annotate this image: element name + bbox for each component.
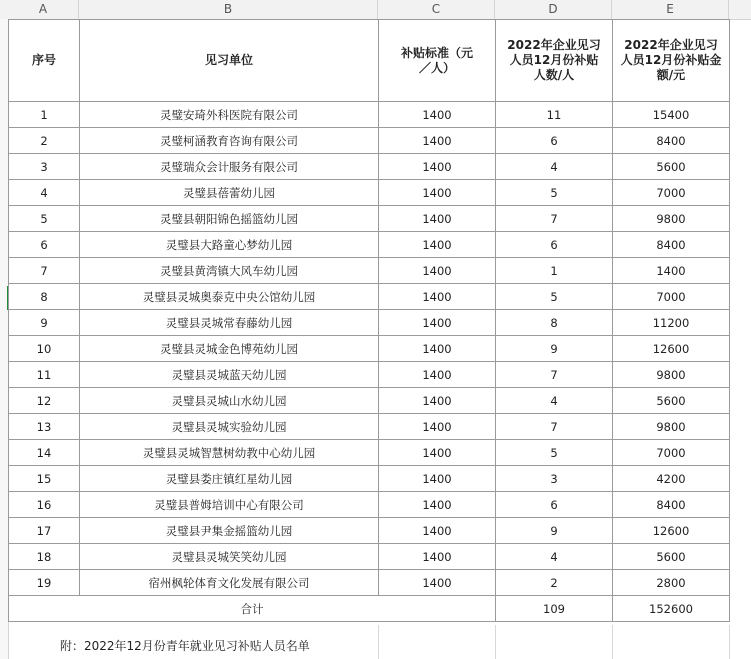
column-header-a[interactable]: A — [8, 0, 79, 19]
cell-unit[interactable]: 灵璧县灵城实验幼儿园 — [80, 414, 379, 440]
cell-count[interactable]: 6 — [496, 492, 613, 518]
cell-standard[interactable]: 1400 — [379, 466, 496, 492]
cell-count[interactable]: 3 — [496, 466, 613, 492]
table-row — [9, 310, 730, 336]
gridline — [612, 625, 613, 659]
cell-standard[interactable]: 1400 — [379, 310, 496, 336]
cell-count[interactable]: 8 — [496, 310, 613, 336]
cell-amount[interactable]: 7000 — [613, 180, 730, 206]
cell-count[interactable]: 9 — [496, 518, 613, 544]
cell-count[interactable]: 6 — [496, 232, 613, 258]
cell-seq[interactable]: 5 — [9, 206, 80, 232]
cell-amount[interactable]: 4200 — [613, 466, 730, 492]
column-header-b[interactable]: B — [79, 0, 378, 19]
cell-standard[interactable]: 1400 — [379, 284, 496, 310]
total-amount[interactable]: 152600 — [613, 596, 730, 622]
header-unit[interactable]: 见习单位 — [80, 20, 379, 102]
cell-standard[interactable]: 1400 — [379, 492, 496, 518]
cell-seq[interactable]: 7 — [9, 258, 80, 284]
table-row — [9, 440, 730, 466]
table-row — [9, 128, 730, 154]
table-row — [9, 232, 730, 258]
table-row — [9, 466, 730, 492]
header-count-text: 2022年企业见习人员12月份补贴人数/人 — [507, 38, 601, 82]
cell-standard[interactable]: 1400 — [379, 154, 496, 180]
table-row — [9, 336, 730, 362]
cell-standard[interactable]: 1400 — [379, 180, 496, 206]
cell-amount[interactable]: 15400 — [613, 102, 730, 128]
table-row — [9, 414, 730, 440]
gridline — [495, 625, 496, 659]
cell-standard[interactable]: 1400 — [379, 544, 496, 570]
table-row — [9, 258, 730, 284]
table-row — [9, 180, 730, 206]
cell-count[interactable]: 7 — [496, 362, 613, 388]
cell-standard[interactable]: 1400 — [379, 362, 496, 388]
table-header-row — [9, 20, 730, 102]
cell-amount[interactable]: 8400 — [613, 492, 730, 518]
table-row — [9, 518, 730, 544]
cell-amount[interactable]: 9800 — [613, 206, 730, 232]
cell-seq[interactable]: 16 — [9, 492, 80, 518]
subsidy-table — [8, 19, 730, 622]
header-amount-text: 2022年企业见习人员12月份补贴金额/元 — [620, 38, 722, 82]
cell-unit[interactable]: 宿州枫轮体育文化发展有限公司 — [80, 570, 379, 596]
cell-unit[interactable]: 灵璧县灵城蓝天幼儿园 — [80, 362, 379, 388]
cell-standard[interactable]: 1400 — [379, 128, 496, 154]
table-row — [9, 388, 730, 414]
cell-seq[interactable]: 10 — [9, 336, 80, 362]
cell-amount[interactable]: 7000 — [613, 284, 730, 310]
cell-count[interactable]: 4 — [496, 388, 613, 414]
cell-seq[interactable]: 13 — [9, 414, 80, 440]
cell-seq[interactable]: 3 — [9, 154, 80, 180]
cell-seq[interactable]: 6 — [9, 232, 80, 258]
cell-count[interactable]: 11 — [496, 102, 613, 128]
cell-unit[interactable]: 灵璧县尹集金摇篮幼儿园 — [80, 518, 379, 544]
table-row — [9, 492, 730, 518]
cell-standard[interactable]: 1400 — [379, 414, 496, 440]
cell-amount[interactable]: 9800 — [613, 362, 730, 388]
cell-seq[interactable]: 19 — [9, 570, 80, 596]
table-row — [9, 284, 730, 310]
gridline — [729, 625, 730, 659]
total-count[interactable]: 109 — [496, 596, 613, 622]
cell-unit[interactable]: 灵璧县灵城金色博苑幼儿园 — [80, 336, 379, 362]
cell-seq[interactable]: 18 — [9, 544, 80, 570]
cell-count[interactable]: 5 — [496, 180, 613, 206]
cell-amount[interactable]: 8400 — [613, 232, 730, 258]
header-standard-text: 补贴标准（元／人） — [400, 45, 473, 75]
cell-amount[interactable]: 11200 — [613, 310, 730, 336]
cell-standard[interactable]: 1400 — [379, 206, 496, 232]
column-header-c[interactable]: C — [378, 0, 495, 19]
cell-standard[interactable]: 1400 — [379, 258, 496, 284]
column-header-bar — [0, 0, 751, 20]
cell-seq[interactable]: 12 — [9, 388, 80, 414]
cell-seq[interactable]: 11 — [9, 362, 80, 388]
cell-standard[interactable]: 1400 — [379, 518, 496, 544]
table-row — [9, 362, 730, 388]
table-row — [9, 570, 730, 596]
table-row — [9, 544, 730, 570]
cell-standard[interactable]: 1400 — [379, 570, 496, 596]
cell-unit[interactable]: 灵璧县朝阳锦色摇篮幼儿园 — [80, 206, 379, 232]
cell-unit[interactable]: 灵璧安琦外科医院有限公司 — [80, 102, 379, 128]
cell-standard[interactable]: 1400 — [379, 232, 496, 258]
table-row — [9, 102, 730, 128]
cell-seq[interactable]: 1 — [9, 102, 80, 128]
cell-standard[interactable]: 1400 — [379, 102, 496, 128]
cell-unit[interactable]: 灵璧县黄湾镇大风车幼儿园 — [80, 258, 379, 284]
cell-amount[interactable]: 5600 — [613, 544, 730, 570]
cell-standard[interactable]: 1400 — [379, 440, 496, 466]
header-amount[interactable] — [613, 20, 730, 102]
column-header-d[interactable]: D — [495, 0, 612, 19]
cell-unit[interactable]: 灵璧县大路童心梦幼儿园 — [80, 232, 379, 258]
header-count[interactable] — [496, 20, 613, 102]
cell-count[interactable]: 9 — [496, 336, 613, 362]
cell-count[interactable]: 4 — [496, 154, 613, 180]
cell-seq[interactable]: 9 — [9, 310, 80, 336]
cell-amount[interactable]: 12600 — [613, 518, 730, 544]
cell-seq[interactable]: 17 — [9, 518, 80, 544]
cell-unit[interactable]: 灵璧柯涵教育咨询有限公司 — [80, 128, 379, 154]
cell-count[interactable]: 4 — [496, 544, 613, 570]
cell-unit[interactable]: 灵璧县灵城笑笑幼儿园 — [80, 544, 379, 570]
cell-seq[interactable]: 4 — [9, 180, 80, 206]
cell-count[interactable]: 7 — [496, 414, 613, 440]
cell-amount[interactable]: 1400 — [613, 258, 730, 284]
cell-count[interactable]: 6 — [496, 128, 613, 154]
footnote: 附：2022年12月份青年就业见习补贴人员名单 — [60, 639, 310, 653]
cell-amount[interactable]: 5600 — [613, 154, 730, 180]
total-row — [9, 596, 730, 622]
cell-amount[interactable]: 5600 — [613, 388, 730, 414]
cell-unit[interactable]: 灵璧县蓓蕾幼儿园 — [80, 180, 379, 206]
header-seq[interactable]: 序号 — [9, 20, 80, 102]
cell-unit[interactable]: 灵璧瑞众会计服务有限公司 — [80, 154, 379, 180]
cell-unit[interactable]: 灵璧县灵城山水幼儿园 — [80, 388, 379, 414]
gridline — [378, 625, 379, 659]
cell-seq[interactable]: 14 — [9, 440, 80, 466]
total-label[interactable]: 合计 — [9, 596, 496, 622]
header-standard[interactable] — [379, 20, 496, 102]
cell-amount[interactable]: 8400 — [613, 128, 730, 154]
cell-unit[interactable]: 灵璧县灵城常春藤幼儿园 — [80, 310, 379, 336]
cell-standard[interactable]: 1400 — [379, 388, 496, 414]
cell-amount[interactable]: 7000 — [613, 440, 730, 466]
cell-unit[interactable]: 灵璧县普姆培训中心有限公司 — [80, 492, 379, 518]
cell-count[interactable]: 7 — [496, 206, 613, 232]
cell-unit[interactable]: 灵璧县娄庄镇红星幼儿园 — [80, 466, 379, 492]
cell-seq[interactable]: 8 — [9, 284, 80, 310]
cell-amount[interactable]: 12600 — [613, 336, 730, 362]
cell-unit[interactable]: 灵璧县灵城智慧树幼教中心幼儿园 — [80, 440, 379, 466]
table-row — [9, 206, 730, 232]
column-header-e[interactable]: E — [612, 0, 729, 19]
cell-seq[interactable]: 15 — [9, 466, 80, 492]
cell-count[interactable]: 5 — [496, 284, 613, 310]
cell-count[interactable]: 1 — [496, 258, 613, 284]
cell-seq[interactable]: 2 — [9, 128, 80, 154]
cell-amount[interactable]: 2800 — [613, 570, 730, 596]
table-row — [9, 154, 730, 180]
cell-standard[interactable]: 1400 — [379, 336, 496, 362]
cell-count[interactable]: 5 — [496, 440, 613, 466]
cell-unit[interactable]: 灵璧县灵城奥泰克中央公馆幼儿园 — [80, 284, 379, 310]
cell-amount[interactable]: 9800 — [613, 414, 730, 440]
cell-count[interactable]: 2 — [496, 570, 613, 596]
